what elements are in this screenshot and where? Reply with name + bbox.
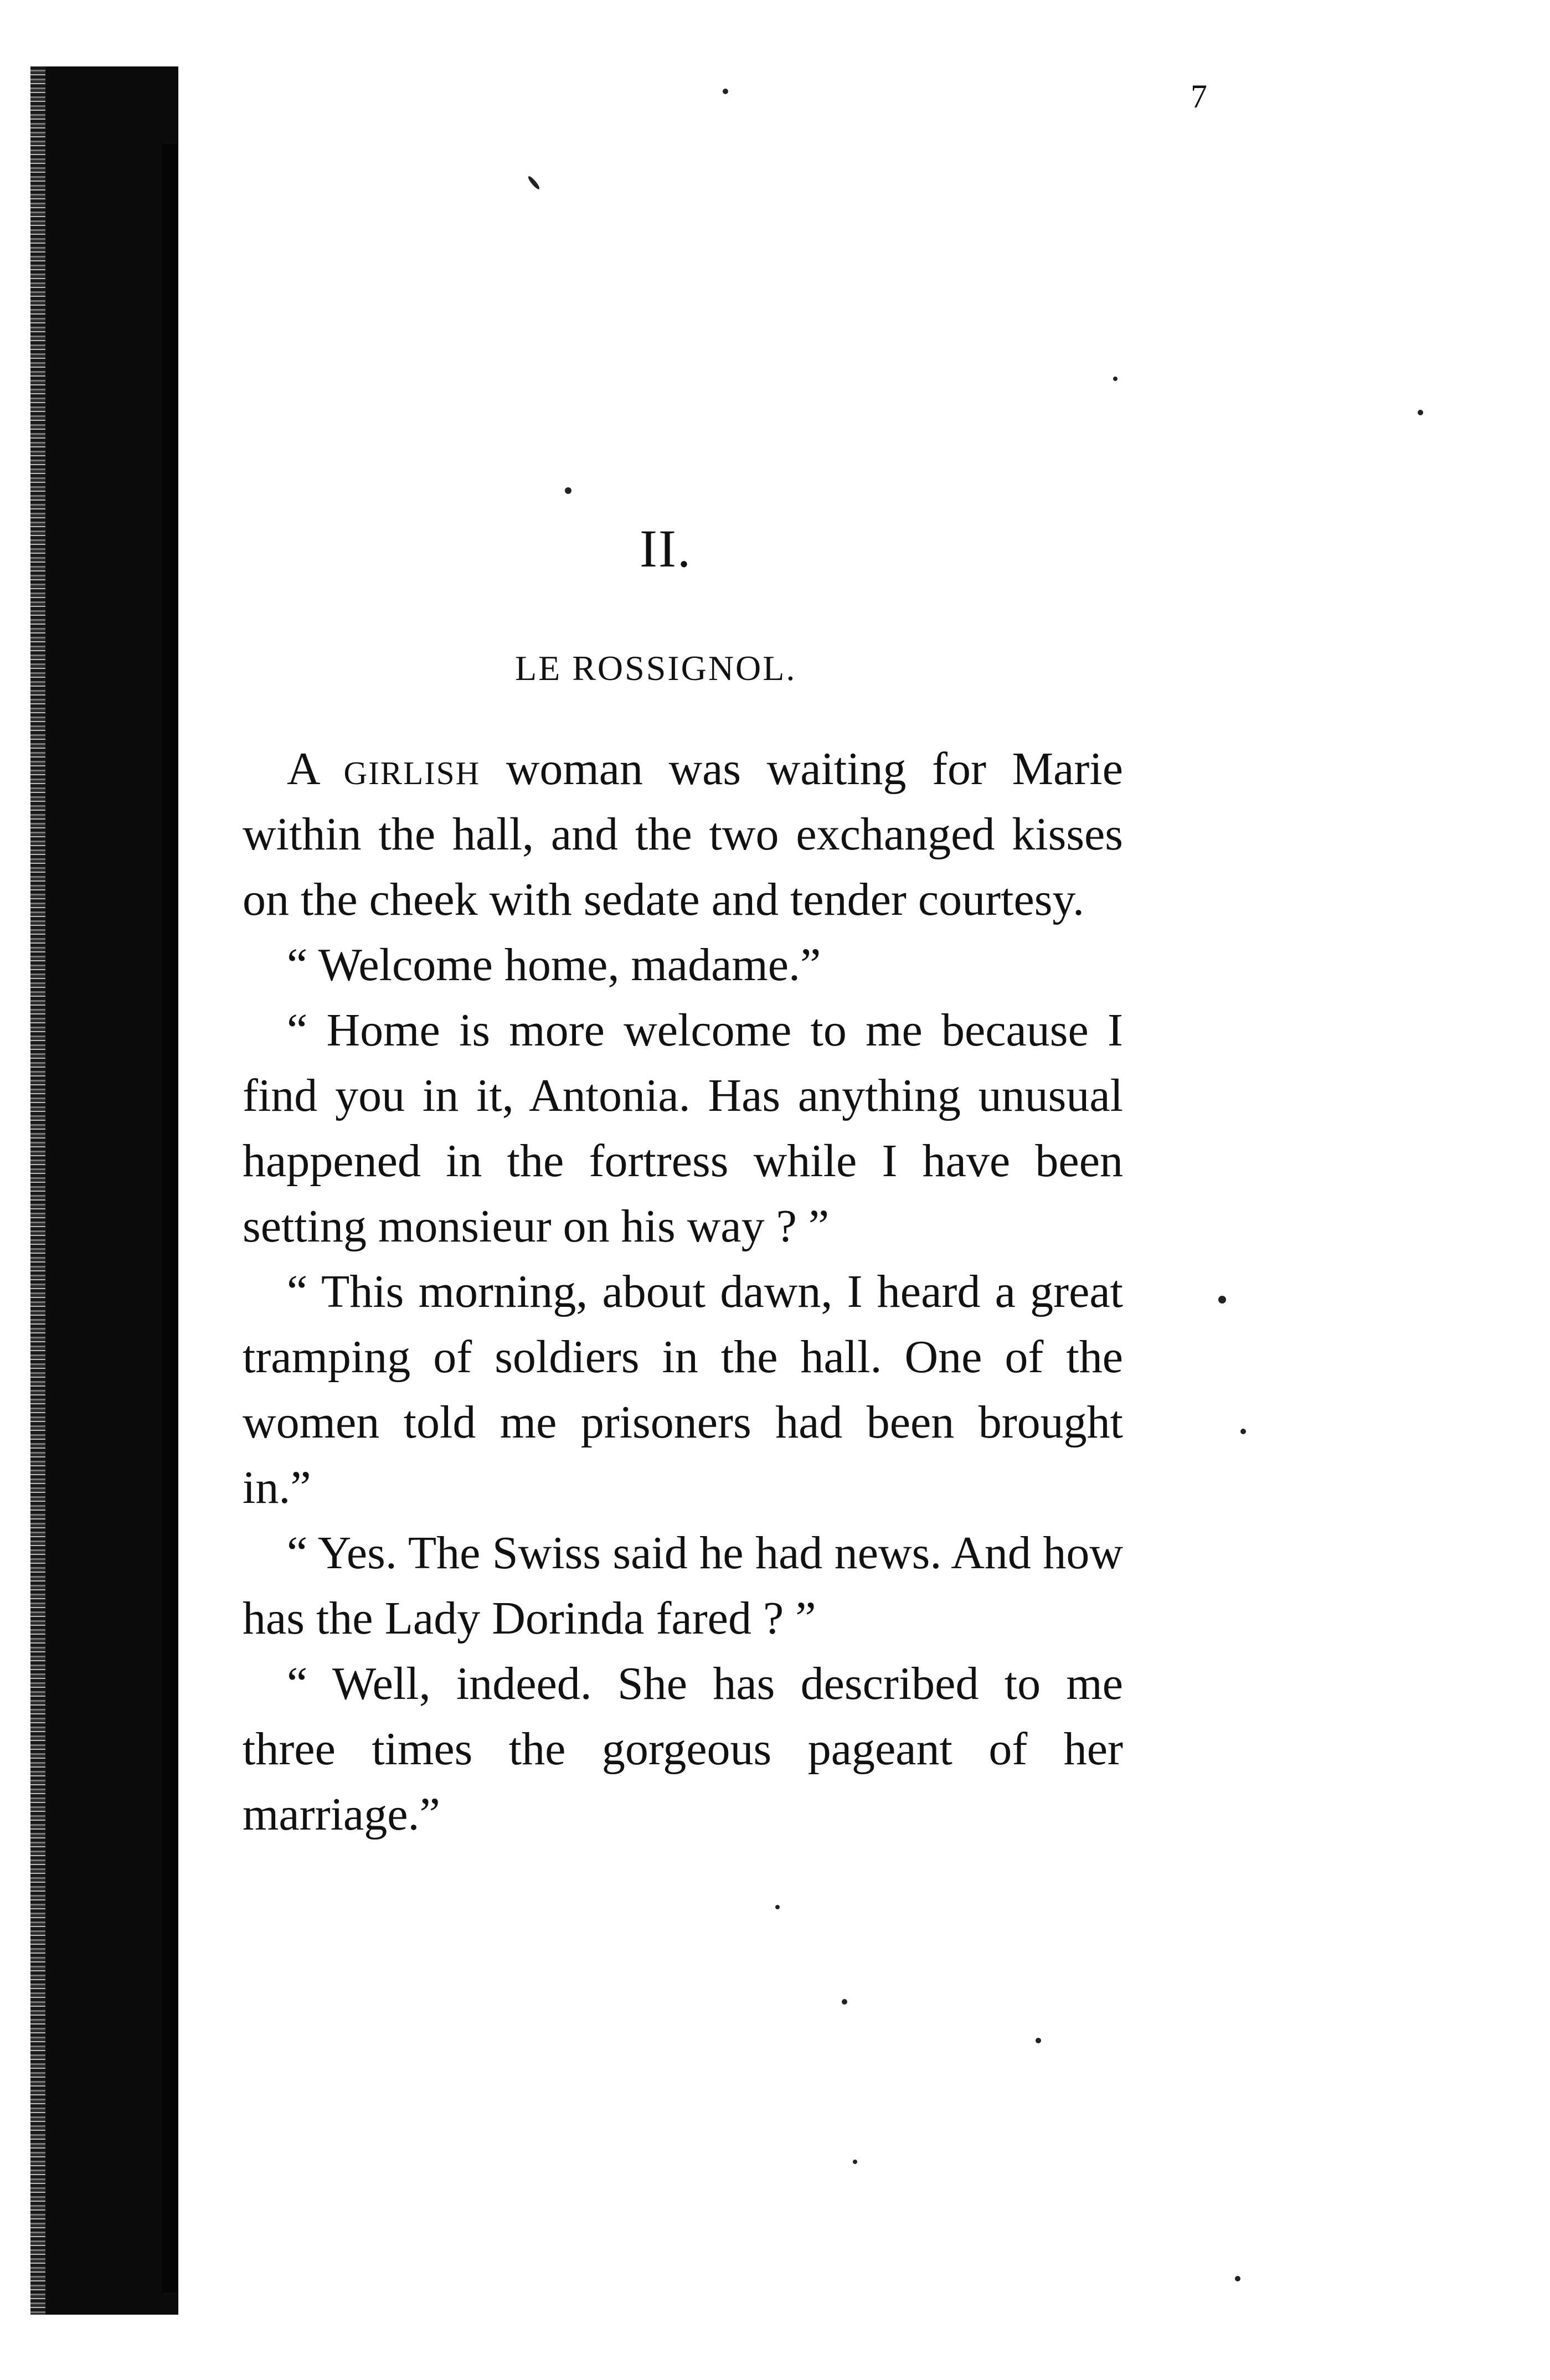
paragraph: “ This morning, about dawn, I heard a great tramping of soldiers in the hall. One of the women told me prisoners had been brought in.” [243, 1266, 1123, 1513]
print-speck [1235, 2276, 1240, 2281]
paragraph: “ Home is more welcome to me because I find you in it, Antonia. Has anything unusual happened in the fortress while I have been setting monsieur on his way ? ” [243, 1004, 1123, 1252]
print-speck [1036, 2038, 1041, 2043]
print-speck [1218, 1296, 1226, 1304]
scan-gutter-inner [162, 144, 178, 2293]
scan-gutter-shadow [45, 66, 178, 2315]
print-speck [565, 487, 571, 494]
print-speck [842, 1999, 847, 2005]
print-speck [775, 1905, 780, 1909]
chapter-number: II. [640, 519, 692, 578]
print-speck [723, 89, 728, 94]
smallcaps-word: girlish [343, 743, 481, 795]
folio-mark: 7 [1191, 78, 1207, 115]
paragraph-text: woman was waiting for Marie within the hall, and the two exchanged kisses on the cheek with sedate and tender courtesy. [243, 743, 1124, 925]
body-text [243, 736, 1123, 1847]
print-speck [1240, 1429, 1246, 1434]
print-speck [1113, 377, 1118, 381]
print-speck [853, 2160, 857, 2164]
paragraph: “ Well, indeed. She has described to me three times the gorgeous pageant of her marriage.” [243, 1658, 1123, 1840]
print-speck [527, 175, 540, 190]
print-speck [1418, 410, 1423, 415]
paragraph [243, 736, 1123, 933]
paragraph: “ Yes. The Swiss said he had news. And how has the Lady Dorinda fared ? ” [243, 1527, 1123, 1644]
chapter-title: LE ROSSIGNOL. [515, 648, 797, 688]
paragraph: “ Welcome home, madame.” [287, 939, 821, 991]
drop-capital: A [287, 743, 318, 795]
